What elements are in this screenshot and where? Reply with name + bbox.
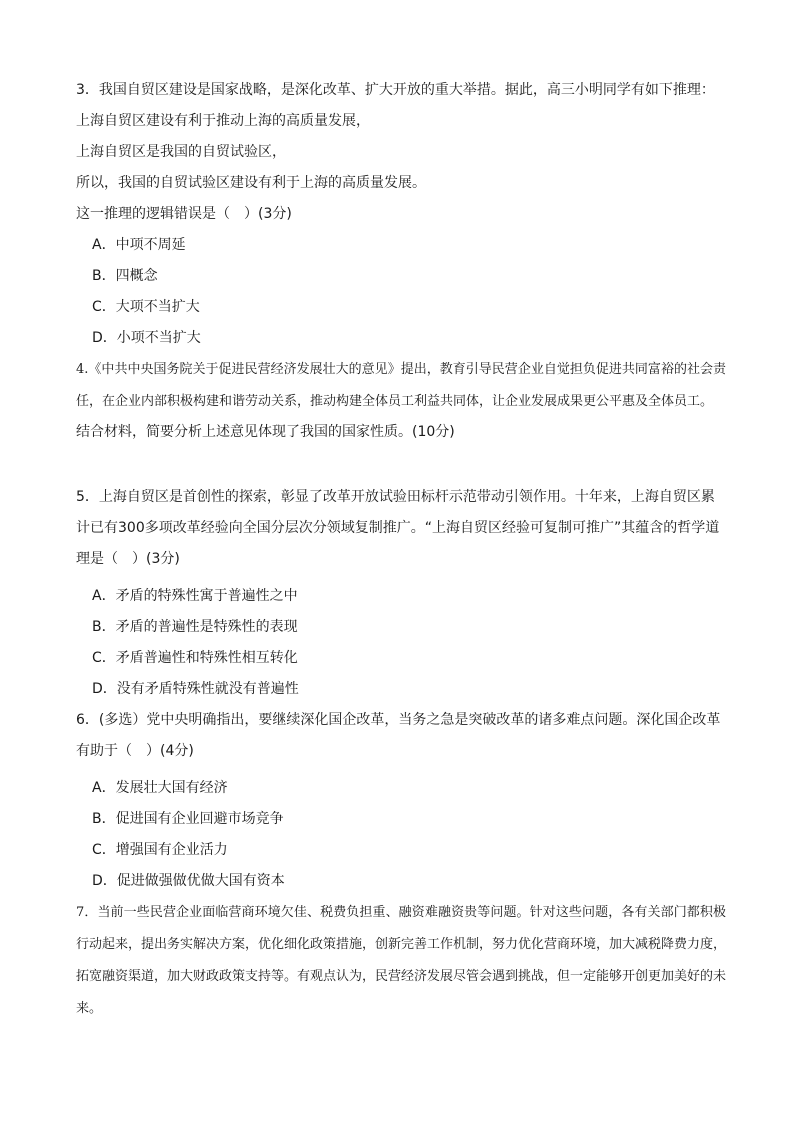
question-6-stem: 6．(多选）党中央明确指出，要继续深化国企改革，当务之急是突破改革的诸多难点问题。深化国企改革有助于（ ）(4分)	[76, 712, 721, 759]
question-5-option-d[interactable]: D．没有矛盾特殊性就没有普遍性	[92, 681, 299, 697]
question-5-option-b[interactable]: B．矛盾的普遍性是特殊性的表现	[92, 619, 298, 635]
question-5-option-a[interactable]: A．矛盾的特殊性寓于普遍性之中	[92, 588, 298, 604]
exam-page	[76, 80, 726, 1025]
question-5-option-c[interactable]: C．矛盾普遍性和特殊性相互转化	[92, 650, 298, 666]
question-3-prompt: 这一推理的逻辑错误是（ ）(3分)	[76, 206, 292, 222]
question-5-stem: 5．上海自贸区是首创性的探索，彰显了改革开放试验田标杆示范带动引领作用。十年来，上海自贸区累计已有300多项改革经验向全国分层次分领域复制推广。“上海自贸区经验可复制可推广”其蕴含的哲学道理是（ ）(3分)	[76, 489, 720, 567]
question-4	[76, 354, 726, 442]
question-6-option-b[interactable]: B．促进国有企业回避市场竞争	[92, 811, 284, 827]
question-3-conclusion: 所以，我国的自贸试验区建设有利于上海的高质量发展。	[76, 175, 426, 191]
question-7	[76, 897, 726, 1025]
question-6	[76, 705, 726, 891]
question-6-option-d[interactable]: D．促进做强做优做大国有资本	[92, 873, 285, 889]
question-3-stem: 3．我国自贸区建设是国家战略，是深化改革、扩大开放的重大举措。据此，高三小明同学有如下推理：	[76, 82, 715, 98]
question-6-option-c[interactable]: C．增强国有企业活力	[92, 842, 228, 858]
question-4-material: 4.《中共中央国务院关于促进民营经济发展壮大的意见》提出，教育引导民营企业自觉担负促进共同富裕的社会责任，在企业内部积极构建和谐劳动关系，推动构建全体员工利益共同体，让企业发展成果更公平惠及全体员工。	[76, 362, 726, 409]
question-3-option-d[interactable]: D．小项不当扩大	[92, 330, 201, 346]
question-3-option-b[interactable]: B．四概念	[92, 268, 158, 284]
question-6-option-a[interactable]: A．发展壮大国有经济	[92, 780, 228, 796]
question-3-premise-major: 上海自贸区建设有利于推动上海的高质量发展，	[76, 113, 370, 129]
question-3-option-a[interactable]: A．中项不周延	[92, 237, 186, 253]
question-5	[76, 482, 726, 699]
question-4-prompt: 结合材料，简要分析上述意见体现了我国的国家性质。(10分)	[76, 424, 455, 440]
question-3-premise-minor: 上海自贸区是我国的自贸试验区，	[76, 144, 286, 160]
question-7-material: 7．当前一些民营企业面临营商环境欠佳、税费负担重、融资难融资贵等问题。针对这些问题，各有关部门都积极行动起来，提出务实解决方案，优化细化政策措施，创新完善工作机制，努力优化营商环境，加大减税降费力度，拓宽融资渠道，加大财政政策支持等。有观点认为，民营经济发展尽管会遇到挑战，但一定能够开创更加美好的未来。	[76, 905, 727, 1016]
question-3	[76, 80, 726, 348]
question-3-option-c[interactable]: C．大项不当扩大	[92, 299, 200, 315]
